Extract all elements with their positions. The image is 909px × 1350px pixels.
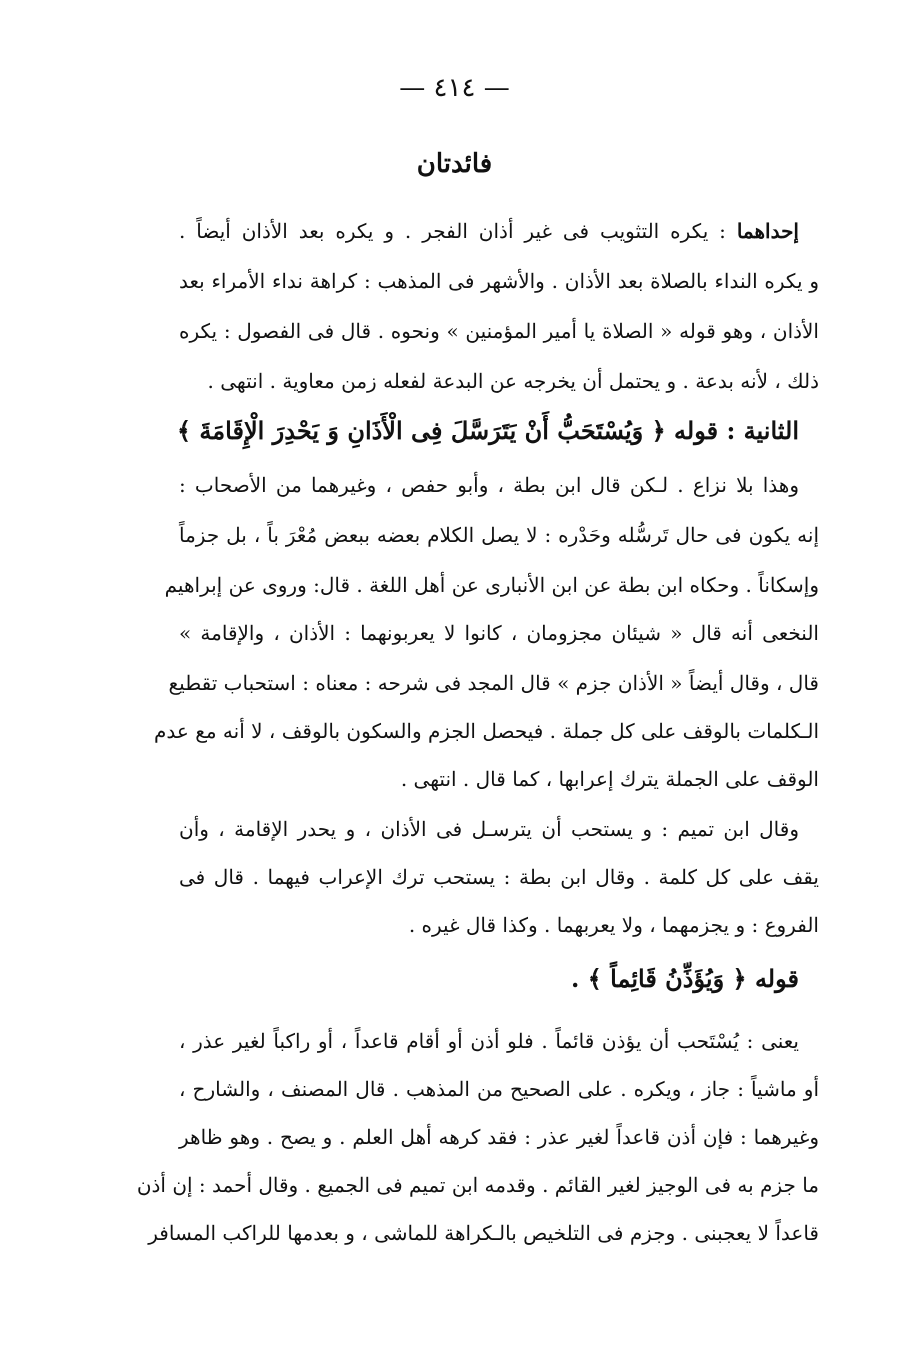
text-line (148, 1214, 819, 1252)
line-text: وإسكاناً . وحكاه ابن بطة عن ابن الأنبارى عن أهل اللغة . قال: وروى عن إبراهيم (164, 573, 819, 597)
text-line (179, 212, 799, 250)
section-heading: فائدتان (416, 149, 493, 179)
line-text: الأذان ، وهو قوله « الصلاة يا أمير المؤمنين » ونحوه . قال فى الفصول : يكره (179, 319, 819, 343)
text-line (179, 412, 799, 450)
text-line (179, 516, 819, 554)
text-line (168, 664, 819, 702)
line-text: إنه يكون فى حال تَرسُّله وحَدْره : لا يصل الكلام بعضه ببعض مُعْرَ باً ، بل جزماً (179, 523, 819, 547)
text-line (179, 466, 799, 504)
text-line (179, 614, 819, 652)
text-line (179, 760, 819, 798)
line-text: قال ، وقال أيضاً « الأذان جزم » قال المجد فى شرحه : معناه : استحباب تقطيع (168, 671, 819, 695)
line-text: قاعداً لا يعجبنى . وجزم فى التلخيص بالـكراهة للماشى ، و بعدمها للراكب المسافر (148, 1221, 819, 1245)
text-line (179, 858, 819, 896)
line-text: الـكلمات بالوقف على كل جملة . فيحصل الجزم والسكون بالوقف ، لا أنه مع عدم (154, 719, 819, 743)
line-text: ﴿ وَيُؤَذِّنُ قَائِماً ﴾ . (571, 964, 755, 993)
line-text: : قوله ﴿ وَيُسْتَحَبُّ أَنْ يَتَرَسَّلَ فِى الْأَذَانِ وَ يَحْدِرَ الْإِقَامَةَ ﴾ (177, 416, 744, 445)
text-line (179, 1118, 819, 1156)
line-text: وقال ابن تميم : و يستحب أن يترسـل فى الأذان ، و يحدر الإقامة ، وأن (179, 817, 799, 841)
text-line (179, 1022, 799, 1060)
line-lead-word: إحداهما (736, 219, 799, 243)
text-line (179, 906, 819, 944)
text-line (179, 362, 819, 400)
text-line (179, 312, 819, 350)
text-line (136, 1166, 819, 1204)
line-text: أو ماشياً : جاز ، ويكره . على الصحيح من المذهب . قال المصنف ، والشارح ، (179, 1077, 819, 1101)
line-text: وغيرهما : فإن أذن قاعداً لغير عذر : فقد كرهه أهل العلم . و يصح . وهو ظاهر (179, 1125, 819, 1149)
line-text: : يكره التثويب فى غير أذان الفجر . و يكره بعد الأذان أيضاً . (179, 219, 737, 243)
line-text: يعنى : يُسْتَحب أن يؤذن قائماً . فلو أذن أو أقام قاعداً ، أو راكباً لغير عذر ، (179, 1029, 799, 1053)
page-number: — ٤١٤ — (399, 73, 510, 103)
text-line (164, 566, 819, 604)
line-lead-word: الثانية (743, 416, 799, 445)
line-lead-word: قوله (754, 964, 799, 993)
text-line (179, 960, 799, 998)
text-line (179, 262, 819, 300)
line-text: وهذا بلا نزاع . لـكن قال ابن بطة ، وأبو حفص ، وغيرهما من الأصحاب : (179, 473, 799, 497)
line-text: الفروع : و يجزمهما ، ولا يعربهما . وكذا قال غيره . (408, 913, 819, 937)
text-line (154, 712, 819, 750)
line-text: النخعى أنه قال « شيئان مجزومان ، كانوا لا يعربونهما : الأذان ، والإقامة » (179, 621, 819, 645)
line-text: يقف على كل كلمة . وقال ابن بطة : يستحب ترك الإعراب فيهما . قال فى (179, 865, 819, 889)
text-line (179, 1070, 819, 1108)
line-text: الوقف على الجملة يترك إعرابها ، كما قال . انتهى . (400, 767, 819, 791)
line-text: و يكره النداء بالصلاة بعد الأذان . والأشهر فى المذهب : كراهة نداء الأمراء بعد (179, 269, 819, 293)
line-text: ذلك ، لأنه بدعة . و يحتمل أن يخرجه عن البدعة لفعله زمن معاوية . انتهى . (207, 369, 819, 393)
text-line (179, 810, 799, 848)
line-text: ما جزم به فى الوجيز لغير القائم . وقدمه ابن تميم فى الجميع . وقال أحمد : إن أذن (136, 1173, 819, 1197)
